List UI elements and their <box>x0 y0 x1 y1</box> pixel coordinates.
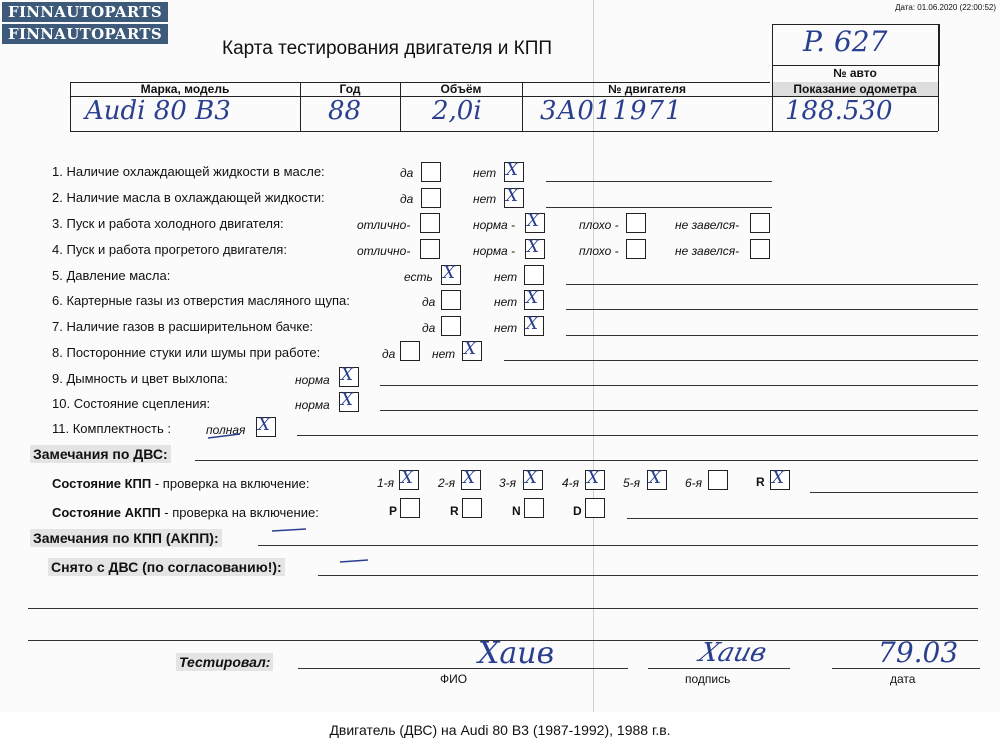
question-6: 6. Картерные газы из отверстия масляного щупа: <box>52 293 350 308</box>
odometer-label: Показание одометра <box>772 82 938 96</box>
question-1: 1. Наличие охлаждающей жидкости в масле: <box>52 164 325 179</box>
kpp-state-label: Состояние КПП - проверка на включение: <box>52 476 310 491</box>
checkbox-q4-normal[interactable]: X <box>525 239 545 259</box>
checkbox-q3-normal[interactable]: X <box>525 213 545 233</box>
tester-signature: Хаив <box>695 638 770 668</box>
question-3: 3. Пуск и работа холодного двигателя: <box>52 216 284 231</box>
question-2: 2. Наличие масла в охлаждающей жидкости: <box>52 190 325 205</box>
checkbox-q5-yes[interactable]: X <box>441 265 461 285</box>
kpp-remarks-label: Замечания по КПП (АКПП): <box>30 529 222 547</box>
checkbox-q11-complete[interactable]: X <box>256 417 276 437</box>
value-make-model: Audi 80 B3 <box>85 96 231 126</box>
fio-label: ФИО <box>440 672 468 686</box>
tested-label: Тестировал: <box>176 653 273 671</box>
date-stamp: Дата: 01.06.2020 (22:00:52) <box>895 3 996 12</box>
checkbox-gear-3[interactable]: X <box>523 470 543 490</box>
checkbox-q10-normal[interactable]: X <box>339 392 359 412</box>
doc-number: P. 627 <box>803 25 888 58</box>
form-title: Карта тестирования двигателя и КПП <box>222 38 553 59</box>
question-7: 7. Наличие газов в расширительном бачке: <box>52 319 314 334</box>
header-engine-no: № двигателя <box>608 82 686 96</box>
header-year: Год <box>339 82 361 96</box>
question-9: 9. Дымность и цвет выхлопа: <box>52 371 228 386</box>
header-volume: Объём <box>440 82 482 96</box>
question-8: 8. Посторонние стуки или шумы при работе: <box>52 345 321 360</box>
value-engine-no: 3A011971 <box>540 96 683 126</box>
scanned-form: FINNAUTOPARTS FINNAUTOPARTS Дата: 01.06.2020 (22:00:52) Карта тестирования двигателя и КПП P. 627 № авто Показание одометра Марка, модель Год Объём № двигателя Audi 80 B3 88 2,0i 3A011971 188.530 1. Наличие охлаждающей жидкости в масле: да нет X 2. Наличие масла в охлаждающей жидкости: да нет X 3. Пуск и работа холодного двигателя: отлично- норма - X плохо - не завелся- 4. Пуск и работа прогретого двигателя: отлично- норма - X плохо - не завелся- 5. Давление масла: есть X нет 6. Картерные газы из отверстия масляного щупа: да нет X 7. Наличие газов в расширительном бачке: да нет X 8. Посторонние стуки или шумы при работе: да нет X 9. Дымность и цвет выхлопа: норма X 10. Состояние сцепления: норма X 11. Комплектность : полная X Замечания по ДВС: Состояние КПП - проверка на включение: 1-я X 2-я X 3-я X 4-я X 5-я X 6-я R X Состояние АКПП - проверка на включение: P R N D Замечания по КПП (АКПП): Снято с ДВС (по согласованию!): Тестировал: Хаив Хаив 79.03 ФИО подпись дата <box>0 0 1000 712</box>
checkbox-q7-no[interactable]: X <box>524 316 544 336</box>
date-label: дата <box>890 672 916 686</box>
test-date: 79.03 <box>878 636 959 669</box>
signature-label: подпись <box>685 672 731 686</box>
value-odometer: 188.530 <box>785 96 893 126</box>
checkbox-gear-2[interactable]: X <box>461 470 481 490</box>
removed-label: Снято с ДВС (по согласованию!): <box>48 558 285 576</box>
question-5: 5. Давление масла: <box>52 268 171 283</box>
tester-name: Хаив <box>478 636 555 671</box>
checkbox-gear-r[interactable]: X <box>770 470 790 490</box>
checkbox-gear-4[interactable]: X <box>585 470 605 490</box>
question-4: 4. Пуск и работа прогретого двигателя: <box>52 242 287 257</box>
checkbox-gear-1[interactable]: X <box>399 470 419 490</box>
question-11: 11. Комплектность : <box>52 421 171 436</box>
checkbox-q6-no[interactable]: X <box>524 290 544 310</box>
checkbox-q9-normal[interactable]: X <box>339 367 359 387</box>
caption: Двигатель (ДВС) на Audi 80 B3 (1987-1992), 1988 г.в. <box>329 722 671 738</box>
header-make-model: Марка, модель <box>140 82 230 96</box>
watermark-logo: FINNAUTOPARTS <box>2 2 168 22</box>
watermark-logo: FINNAUTOPARTS <box>2 24 168 44</box>
checkbox-q8-no[interactable]: X <box>462 341 482 361</box>
question-10: 10. Состояние сцепления: <box>52 396 211 411</box>
dvs-remarks-label: Замечания по ДВС: <box>30 445 171 463</box>
value-year: 88 <box>328 96 362 126</box>
akpp-state-label: Состояние АКПП - проверка на включение: <box>52 505 319 520</box>
checkbox-gear-5[interactable]: X <box>647 470 667 490</box>
auto-no-label: № авто <box>833 66 877 80</box>
checkbox-q1-no[interactable]: X <box>504 162 524 182</box>
value-volume: 2,0i <box>432 96 482 126</box>
checkbox-q2-no[interactable]: X <box>504 188 524 208</box>
